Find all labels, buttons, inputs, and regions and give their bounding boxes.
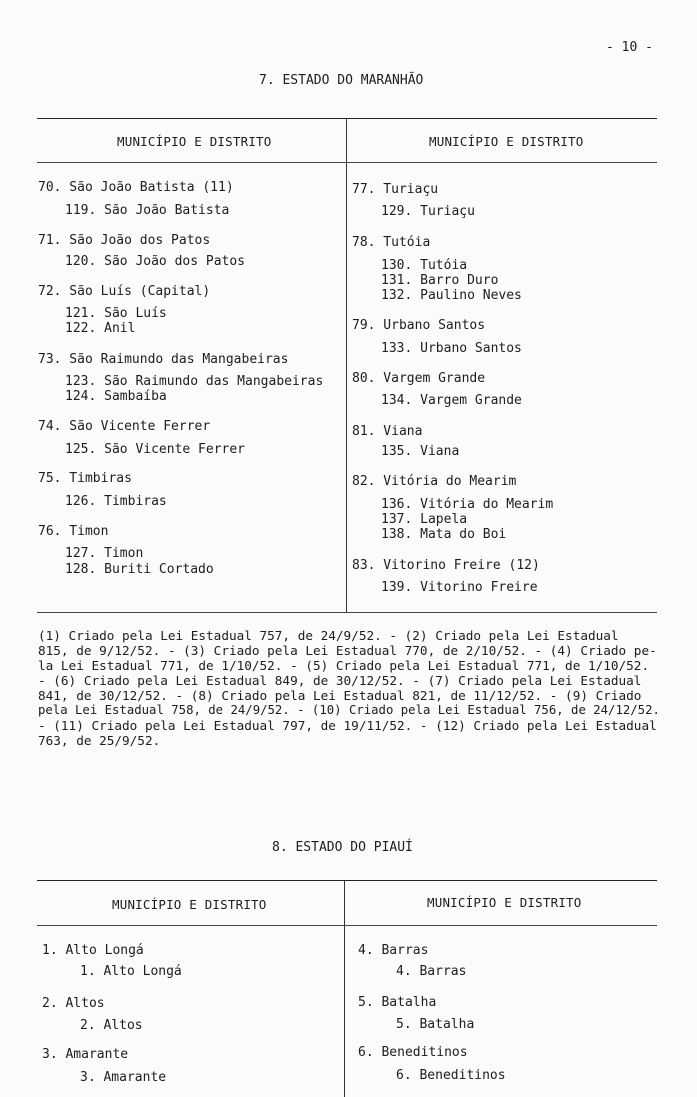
distrito-entry: 4. Barras [396, 964, 467, 979]
distrito-entry: 132. Paulino Neves [381, 288, 522, 303]
distrito-entry: 126. Timbiras [65, 494, 167, 509]
distrito-entry: 130. Tutóia [381, 258, 468, 273]
table-bottom-rule [37, 612, 657, 613]
municipio-entry: 78. Tutóia [352, 235, 431, 250]
municipio-entry: 83. Vitorino Freire (12) [352, 558, 540, 573]
municipio-entry: 1. Alto Longá [42, 943, 144, 958]
footnote-line: 763, de 25/9/52. [38, 733, 161, 748]
municipio-entry: 82. Vitória do Mearim [352, 474, 517, 489]
municipio-entry: 73. São Raimundo das Mangabeiras [38, 352, 289, 367]
footnote-line: pela Lei Estadual 758, de 24/9/52. - (10) Criado pela Lei Estadual 756, de 24/12/52. [38, 703, 660, 717]
municipio-entry: 3. Amarante [42, 1047, 129, 1062]
distrito-entry: 1. Alto Longá [80, 964, 182, 979]
footnote-line: - (6) Criado pela Lei Estadual 849, de 30/12/52. - (7) Criado pela Lei Estadual [38, 673, 642, 688]
municipio-entry: 80. Vargem Grande [352, 371, 486, 386]
municipio-entry: 4. Barras [358, 943, 429, 958]
page-number: - 10 - [606, 40, 653, 55]
municipio-entry: 70. São João Batista (11) [38, 180, 234, 195]
distrito-entry: 127. Timon [65, 546, 144, 561]
municipio-entry: 81. Viana [352, 424, 423, 439]
column-header-right: MUNICÍPIO E DISTRITO [429, 134, 584, 149]
distrito-entry: 131. Barro Duro [381, 273, 499, 288]
distrito-entry: 3. Amarante [80, 1070, 167, 1085]
distrito-entry: 5. Batalha [396, 1017, 475, 1032]
municipio-entry: 72. São Luís (Capital) [38, 284, 211, 299]
footnote-line: la Lei Estadual 771, de 1/10/52. - (5) Criado pela Lei Estadual 771, de 1/10/52. [38, 658, 650, 673]
municipio-entry: 76. Timon [38, 524, 109, 539]
footnote-line: (1) Criado pela Lei Estadual 757, de 24/9/52. - (2) Criado pela Lei Estadual [38, 628, 619, 643]
distrito-entry: 137. Lapela [381, 512, 468, 527]
distrito-entry: 138. Mata do Boi [381, 527, 507, 542]
table-column-divider [346, 118, 347, 613]
distrito-entry: 136. Vitória do Mearim [381, 497, 554, 512]
distrito-entry: 124. Sambaíba [65, 389, 167, 404]
municipio-entry: 77. Turiaçu [352, 182, 439, 197]
table-top-rule [37, 880, 657, 881]
municipio-entry: 74. São Vicente Ferrer [38, 419, 211, 434]
table-column-divider [344, 880, 345, 1097]
column-header-left: MUNICÍPIO E DISTRITO [112, 897, 267, 912]
distrito-entry: 129. Turiaçu [381, 204, 475, 219]
distrito-entry: 134. Vargem Grande [381, 393, 522, 408]
column-header-left: MUNICÍPIO E DISTRITO [117, 134, 272, 149]
distrito-entry: 121. São Luís [65, 306, 167, 321]
distrito-entry: 123. São Raimundo das Mangabeiras [65, 374, 324, 389]
section-title: 8. ESTADO DO PIAUÍ [272, 840, 413, 855]
municipio-entry: 2. Altos [42, 996, 105, 1011]
municipio-entry: 6. Beneditinos [358, 1045, 468, 1060]
distrito-entry: 122. Anil [65, 321, 136, 336]
column-header-right: MUNICÍPIO E DISTRITO [427, 895, 582, 910]
distrito-entry: 128. Buriti Cortado [65, 562, 214, 577]
table-top-rule [37, 118, 657, 119]
table-header-rule [37, 162, 657, 163]
table-header-rule [37, 925, 657, 926]
municipio-entry: 71. São João dos Patos [38, 233, 211, 248]
distrito-entry: 133. Urbano Santos [381, 341, 522, 356]
municipio-entry: 75. Timbiras [38, 471, 132, 486]
footnote-line: 815, de 9/12/52. - (3) Criado pela Lei Estadual 770, de 2/10/52. - (4) Criado pe- [38, 643, 657, 658]
footnote-line: 841, de 30/12/52. - (8) Criado pela Lei Estadual 821, de 11/12/52. - (9) Criado [38, 688, 642, 703]
distrito-entry: 125. São Vicente Ferrer [65, 442, 246, 457]
municipio-entry: 79. Urbano Santos [352, 318, 486, 333]
section-title: 7. ESTADO DO MARANHÃO [259, 73, 424, 88]
municipio-entry: 5. Batalha [358, 995, 437, 1010]
footnote-line: - (11) Criado pela Lei Estadual 797, de 19/11/52. - (12) Criado pela Lei Estadual [38, 718, 657, 733]
distrito-entry: 2. Altos [80, 1018, 143, 1033]
distrito-entry: 119. São João Batista [65, 203, 230, 218]
distrito-entry: 135. Viana [381, 444, 460, 459]
distrito-entry: 139. Vitorino Freire [381, 580, 538, 595]
distrito-entry: 6. Beneditinos [396, 1068, 506, 1083]
distrito-entry: 120. São João dos Patos [65, 254, 246, 269]
